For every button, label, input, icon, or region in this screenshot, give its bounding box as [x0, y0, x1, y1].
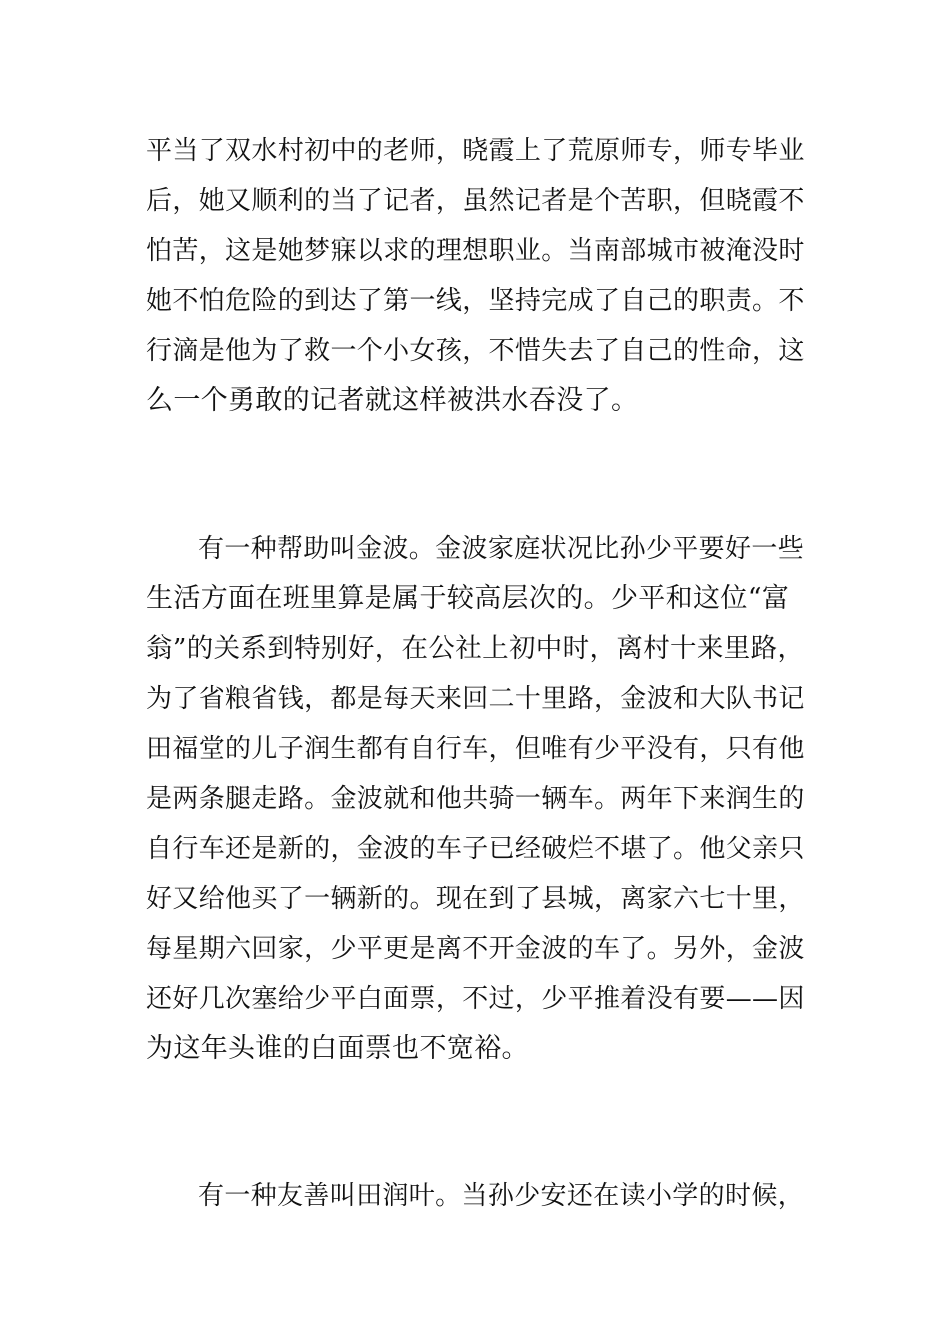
text-line: 平当了双水村初中的老师，晓霞上了荒原师专，师专毕业 [146, 136, 805, 166]
text-line: 田福堂的儿子润生都有自行车，但唯有少平没有，只有他 [146, 734, 805, 764]
text-line: 么一个勇敢的记者就这样被洪水吞没了。 [146, 385, 639, 416]
text-line: 为这年头谁的白面票也不宽裕。 [146, 1033, 529, 1064]
text-line: 行滴是他为了救一个小女孩，不惜失去了自己的性命，这 [146, 336, 805, 366]
text-line: 是两条腿走路。金波就和他共骑一辆车。两年下来润生的 [146, 784, 805, 814]
text-line: 她不怕危险的到达了第一线，坚持完成了自己的职责。不 [146, 286, 805, 316]
text-line: 翁”的关系到特别好，在公社上初中时，离村十来里路， [146, 633, 805, 664]
text-line: 有一种帮助叫金波。金波家庭状况比孙少平要好一些 [198, 534, 805, 564]
text-line: 后，她又顺利的当了记者，虽然记者是个苦职，但晓霞不 [146, 186, 805, 216]
text-line: 怕苦，这是她梦寐以求的理想职业。当南部城市被淹没时 [146, 236, 805, 266]
text-line: 为了省粮省钱，都是每天来回二十里路，金波和大队书记 [146, 684, 805, 714]
text-line: 好又给他买了一辆新的。现在到了县城，离家六七十里， [146, 884, 805, 914]
text-line: 有一种友善叫田润叶。当孙少安还在读小学的时候， [198, 1181, 805, 1211]
text-line: 生活方面在班里算是属于较高层次的。少平和这位“富 [146, 583, 790, 614]
text-line: 还好几次塞给少平白面票，不过，少平推着没有要——因 [146, 984, 805, 1014]
text-line: 自行车还是新的，金波的车子已经破烂不堪了。他父亲只 [146, 834, 805, 864]
text-line: 每星期六回家，少平更是离不开金波的车了。另外，金波 [146, 934, 805, 964]
